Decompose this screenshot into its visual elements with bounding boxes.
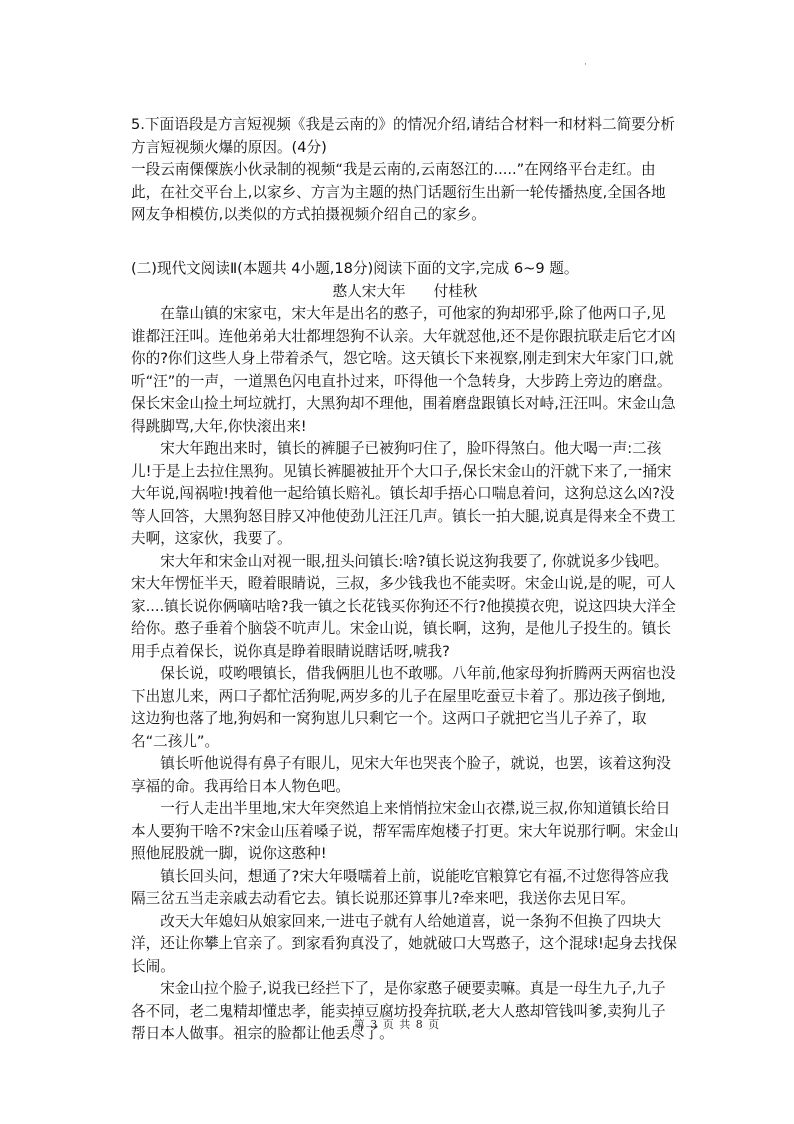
section-heading: (二)现代文阅读Ⅱ(本题共 4小题,18分)阅读下面的文字,完成 6~9 题。	[131, 260, 579, 277]
story-title-line	[131, 281, 679, 304]
corner-mark: ·	[584, 60, 587, 70]
story-paragraph: 宋金山拉个脸子,说我已经拦下了，是你家憨子硬要卖嘛。真是一母生九子,九子各不同，老二鬼精却懂忠孝，能卖掉豆腐坊投奔抗联,老大人憨却管钱叫爹,卖狗儿子帮日本人做事。祖宗的脸都让他丢尽了。	[131, 980, 666, 1042]
story-paragraph: 在靠山镇的宋家屯，宋大年是出名的憨子，可他家的狗却邪乎,除了他两口子,见谁都汪汪叫。连他弟弟大壮都埋怨狗不认亲。大年就怼他,还不是你跟抗联走后它才凶你的?你们这些人身上带着杀气，怨它啥。这天镇长下来视察,刚走到宋大年家门口,就听“汪”的一声，一道黑色闪电直扑过来，吓得他一个急转身，大步跨上旁边的磨盘。保长宋金山捡土坷垃就打，大黑狗却不理他，围着磨盘跟镇长对峙,汪汪叫。宋金山急得跳脚骂,大年,你快滚出来!	[131, 305, 676, 435]
story-paragraph: 镇长听他说得有鼻子有眼儿，见宋大年也哭丧个脸子，就说，也罢，该着这狗没享福的命。我再给日本人物色吧。	[131, 755, 671, 795]
story-paragraph: 宋大年和宋金山对视一眼,扭头问镇长:啥?镇长说这狗我要了, 你就说多少钱吧。宋大年愣怔半天，瞪着眼睛说，三叔，多少钱我也不能卖呀。宋金山说,是的呢，可人家....镇长说你俩嘀咕啥?我一镇之长花钱买你狗还不行?他摸摸衣兜，说这四块大洋全给你。憨子垂着个脑袋不吭声儿。宋金山说，镇长啊，这狗，是他儿子投生的。镇长用手点着保长，说你真是睁着眼睛说瞎话呀,唬我?	[131, 552, 676, 660]
story-paragraph: 改天大年媳妇从娘家回来,一进屯子就有人给她道喜，说一条狗不但换了四块大洋，还让你攀上官亲了。到家看狗真没了，她就破口大骂憨子，这个混球!起身去找保长闹。	[131, 912, 677, 975]
story-author: 付桂秋	[433, 282, 478, 300]
page-number: 第 3 页 共 8 页	[353, 1018, 441, 1031]
story-paragraph: 一行人走出半里地,宋大年突然追上来悄悄拉宋金山衣襟,说三叔,你知道镇长给日本人要狗干啥不?宋金山压着嗓子说，帮军需库炮楼子打更。宋大年说那行啊。宋金山照他屁股就一脚，说你这憨种!	[131, 800, 679, 862]
question-5-prompt: 5.下面语段是方言短视频《我是云南的》的情况介绍,请结合材料一和材料二简要分析方言短视频火爆的原因。(4分)	[131, 116, 675, 156]
reading-section	[131, 258, 679, 1046]
question-5-material: 一段云南傈僳族小伙录制的视频“我是云南的,云南怒江的.....”在网络平台走红。由此，在社交平台上,以家乡、方言为主题的热门话题衍生出新一轮传播热度,全国各地网友争相模仿,以类似的方式拍摄视频介绍自己的家乡。	[131, 161, 666, 223]
story-title: 憨人宋大年	[332, 282, 406, 300]
question-5	[131, 114, 679, 227]
story-paragraph: 宋大年跑出来时，镇长的裤腿子已被狗叼住了，脸吓得煞白。他大喝一声:二孩儿!于是上去拉住黑狗。见镇长裤腿被扯开个大口子,保长宋金山的汗就下来了,一捅宋大年说,闯祸啦!拽着他一起给镇长赔礼。镇长却手捂心口喘息着问，这狗总这么凶?没等人回答，大黑狗怒目脖又冲他使劲儿汪汪几声。镇长一拍大腿,说真是得来全不费工夫啊，这家伙，我要了。	[131, 440, 676, 547]
story-paragraph: 保长说，哎哟喂镇长，借我俩胆儿也不敢哪。八年前,他家母狗折腾两天两宿也没下出崽儿来，两口子都忙活狗呢,两岁多的儿子在屋里吃蚕豆卡着了。那边孩子倒地,这边狗也落了地,狗妈和一窝狗崽儿只剩它一个。这两口子就把它当儿子养了，取名“二孩儿”。	[131, 665, 676, 750]
story-paragraph: 镇长回头问，想通了?宋大年嗫嚅着上前，说能吃官粮算它有福,不过您得答应我隔三岔五当走亲戚去动看它去。镇长说那还算事儿?牵来吧，我送你去见日军。	[131, 867, 669, 907]
